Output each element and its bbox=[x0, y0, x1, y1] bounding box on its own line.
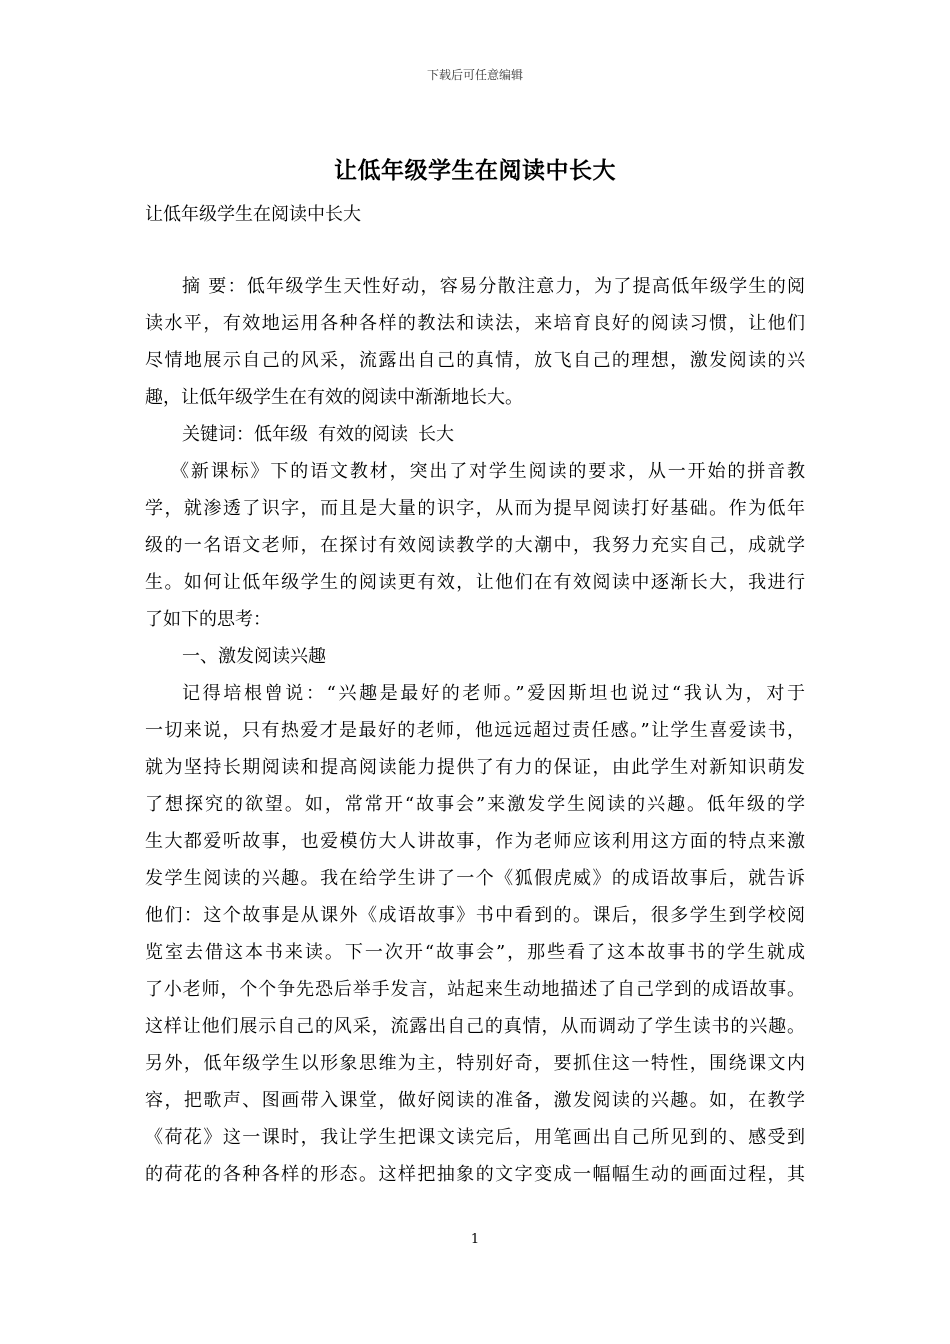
paragraph-line: 了小老师，个个争先恐后举手发言，站起来生动地描述了自己学到的成语故事。 bbox=[145, 979, 805, 1000]
page-header: 下载后可任意编辑 bbox=[426, 68, 523, 82]
document-title: 让低年级学生在阅读中长大 bbox=[334, 157, 616, 184]
paragraph-line: 生大都爱听故事，也爱模仿大人讲故事，作为老师应该利用这方面的特点来激 bbox=[145, 831, 805, 852]
keywords-line bbox=[145, 416, 805, 453]
paragraph-line: 的荷花的各种各样的形态。这样把抽象的文字变成一幅幅生动的画面过程，其 bbox=[145, 1164, 805, 1185]
paragraph-line: 另外，低年级学生以形象思维为主，特别好奇，要抓住这一特性，围绕课文内 bbox=[145, 1053, 805, 1074]
keyword: 长大 bbox=[418, 424, 454, 445]
paragraph-line: 就为坚持长期阅读和提高阅读能力提供了有力的保证，由此学生对新知识萌发 bbox=[145, 757, 805, 778]
abstract-line: 读水平，有效地运用各种各样的教法和读法，来培育良好的阅读习惯，让他们 bbox=[145, 313, 805, 334]
paragraph-line: 级的一名语文老师，在探讨有效阅读教学的大潮中，我努力充实自己，成就学 bbox=[145, 535, 805, 556]
paragraph-line: 一切来说，只有热爱才是最好的老师，他远远超过责任感。”让学生喜爱读书， bbox=[145, 720, 805, 741]
section-heading: 一、激发阅读兴趣 bbox=[182, 646, 326, 667]
paragraph-line: 了想探究的欲望。如，常常开“故事会”来激发学生阅读的兴趣。低年级的学 bbox=[145, 794, 805, 815]
paragraph-line: 览室去借这本书来读。下一次开“故事会”，那些看了这本故事书的学生就成 bbox=[145, 942, 805, 963]
document-subtitle: 让低年级学生在阅读中长大 bbox=[145, 204, 361, 225]
paragraph-line: 《荷花》这一课时，我让学生把课文读完后，用笔画出自己所见到的、感受到 bbox=[145, 1127, 805, 1148]
paragraph-line: 容，把歌声、图画带入课堂，做好阅读的准备，激发阅读的兴趣。如，在教学 bbox=[145, 1090, 805, 1111]
abstract-line: 尽情地展示自己的风采，流露出自己的真情，放飞自己的理想，激发阅读的兴 bbox=[145, 350, 805, 371]
paragraph-line: 记得培根曾说：“兴趣是最好的老师。”爱因斯坦也说过“我认为，对于 bbox=[182, 683, 805, 704]
paragraph-line: 他们：这个故事是从课外《成语故事》书中看到的。课后，很多学生到学校阅 bbox=[145, 905, 805, 926]
keyword: 低年级 bbox=[254, 424, 308, 445]
document-body bbox=[145, 268, 805, 1193]
paragraph-line: 学，就渗透了识字，而且是大量的识字，从而为提早阅读打好基础。作为低年 bbox=[145, 498, 805, 519]
paragraph-line: 发学生阅读的兴趣。我在给学生讲了一个《狐假虎威》的成语故事后，就告诉 bbox=[145, 868, 805, 889]
keywords-label: 关键词： bbox=[182, 424, 254, 445]
abstract-line: 趣，让低年级学生在有效的阅读中渐渐地长大。 bbox=[145, 387, 523, 408]
page-number: 1 bbox=[470, 1232, 480, 1247]
abstract-line: 摘 要：低年级学生天性好动，容易分散注意力，为了提高低年级学生的阅 bbox=[182, 276, 805, 297]
paragraph-line: 了如下的思考： bbox=[145, 609, 271, 630]
paragraph-line: 这样让他们展示自己的风采，流露出自己的真情，从而调动了学生读书的兴趣。 bbox=[145, 1016, 805, 1037]
paragraph-line: 《新课标》下的语文教材，突出了对学生阅读的要求，从一开始的拼音教 bbox=[171, 461, 805, 482]
keyword: 有效的阅读 bbox=[318, 424, 408, 445]
paragraph-line: 生。如何让低年级学生的阅读更有效，让他们在有效阅读中逐渐长大，我进行 bbox=[145, 572, 805, 593]
